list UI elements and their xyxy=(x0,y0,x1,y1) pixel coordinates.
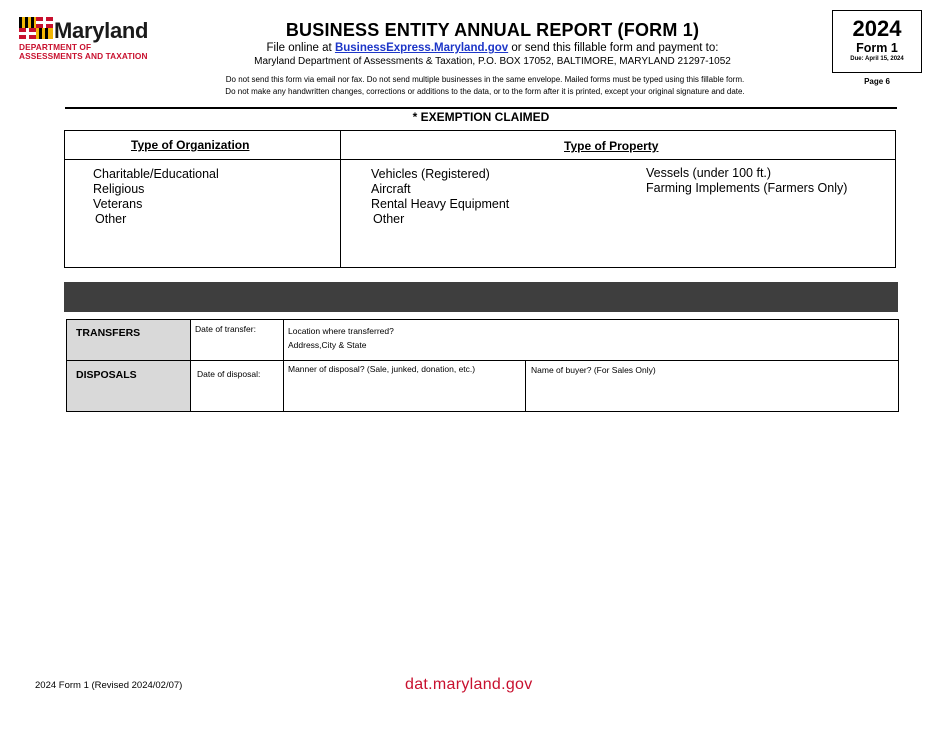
transfer-location-field[interactable]: Location where transferred? xyxy=(288,326,394,336)
date-of-disposal-field[interactable]: Date of disposal: xyxy=(197,369,261,379)
column-divider xyxy=(340,131,341,267)
property-option-vehicles[interactable]: Vehicles (Registered) xyxy=(371,167,490,181)
transfers-disposals-table xyxy=(66,319,899,412)
maryland-flag-icon xyxy=(19,17,53,39)
maryland-logo xyxy=(19,17,159,65)
file-suffix: or send this fillable form and payment to: xyxy=(508,42,719,54)
property-type-header: Type of Property xyxy=(564,139,659,153)
logo-department xyxy=(19,43,148,61)
instruction-note-1: Do not send this form via email nor fax. Do not send multiple businesses in the same envelope. Mailed forms must be typed using this fillable form. xyxy=(225,75,745,84)
manner-of-disposal-field[interactable]: Manner of disposal? (Sale, junked, donation, etc.) xyxy=(288,364,476,374)
revision-note: 2024 Form 1 (Revised 2024/02/07) xyxy=(35,680,183,691)
file-prefix: File online at xyxy=(266,42,335,54)
form-year: 2024 xyxy=(852,16,902,41)
mailing-address: Maryland Department of Assessments & Taxation, P.O. BOX 17052, BALTIMORE, MARYLAND 21297-1052 xyxy=(254,56,731,67)
property-option-aircraft[interactable]: Aircraft xyxy=(371,182,411,196)
business-express-link[interactable]: BusinessExpress.Maryland.gov xyxy=(334,42,509,54)
org-option-charitable[interactable]: Charitable/Educational xyxy=(93,167,219,181)
logo-wordmark: Maryland xyxy=(54,18,149,43)
year-box xyxy=(832,10,922,73)
section-divider-bar xyxy=(64,282,898,312)
website-url[interactable]: dat.maryland.gov xyxy=(405,676,533,693)
org-option-religious[interactable]: Religious xyxy=(93,182,145,196)
exemption-table xyxy=(64,130,896,268)
file-online-line xyxy=(200,42,785,54)
exemption-heading: * EXEMPTION CLAIMED xyxy=(412,110,550,124)
property-option-farming-implements[interactable]: Farming Implements (Farmers Only) xyxy=(646,181,848,195)
org-option-other[interactable]: Other xyxy=(95,212,127,226)
org-option-veterans[interactable]: Veterans xyxy=(93,197,143,211)
row-divider xyxy=(67,360,898,361)
property-option-rental-heavy-equipment[interactable]: Rental Heavy Equipment xyxy=(371,197,510,211)
logo-dept-line2: ASSESSMENTS AND TAXATION xyxy=(19,51,148,61)
buyer-column-divider xyxy=(525,361,526,411)
disposals-label: DISPOSALS xyxy=(76,369,137,381)
property-option-other[interactable]: Other xyxy=(373,212,405,226)
date-column-divider xyxy=(283,320,284,411)
page-number: Page 6 xyxy=(864,77,890,86)
header-divider xyxy=(65,107,897,109)
form-title: BUSINESS ENTITY ANNUAL REPORT (FORM 1) xyxy=(285,20,700,40)
due-date: Due: April 15, 2024 xyxy=(850,56,904,62)
transfers-label: TRANSFERS xyxy=(76,327,141,339)
instruction-note-2: Do not make any handwritten changes, corrections or additions to the data, or to the form after it is printed, except your original signature and date. xyxy=(225,87,745,96)
date-of-transfer-field[interactable]: Date of transfer: xyxy=(195,324,256,334)
header-row-divider xyxy=(65,159,895,160)
property-option-vessels[interactable]: Vessels (under 100 ft.) xyxy=(646,166,772,180)
logo-dept-line1: DEPARTMENT OF xyxy=(19,42,92,52)
org-type-header: Type of Organization xyxy=(131,138,250,152)
name-of-buyer-field[interactable]: Name of buyer? (For Sales Only) xyxy=(531,365,656,375)
transfer-location-sublabel: Address,City & State xyxy=(288,340,367,350)
form-number: Form 1 xyxy=(856,41,898,55)
